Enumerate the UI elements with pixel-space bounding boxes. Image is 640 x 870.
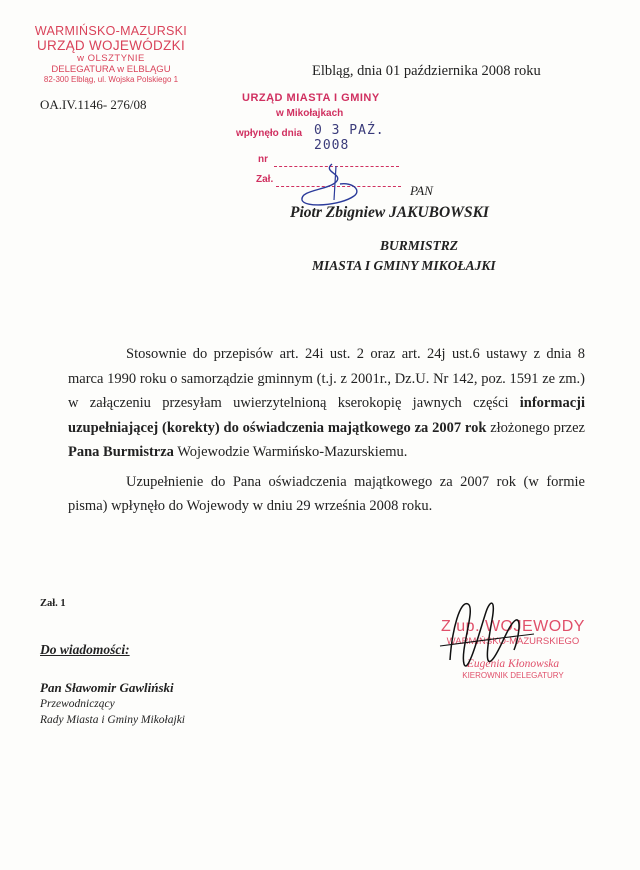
received-stamp-date: 0 3 PAŹ. 2008 (314, 123, 385, 153)
received-stamp-zal: Zał. (256, 174, 274, 185)
body-text: Wojewodzie Warmińsko-Mazurskiemu. (173, 444, 408, 460)
cc-role-1: Przewodniczący (40, 698, 115, 710)
recipient-title: BURMISTRZ (379, 238, 459, 253)
handwritten-initial-icon (292, 160, 372, 210)
letterhead-line3: w OLSZTYNIE (77, 53, 145, 64)
letterhead-line5: 82-300 Elbląg, ul. Wojska Polskiego 1 (43, 75, 179, 84)
received-stamp-label: wpłynęło dnia (236, 128, 303, 139)
received-stamp-nr: nr (258, 154, 268, 165)
cc-name: Pan Sławomir Gawliński (40, 680, 174, 695)
recipient-office: MIASTA I GMINY MIKOŁAJKI (312, 258, 496, 273)
body-emphasis: informacji uzupełniającej (korekty) do oświadczenia majątkowego za 2007 rok (68, 395, 585, 436)
body-emphasis: Pana Burmistrza (68, 444, 174, 460)
cc-heading: Do wiadomości: (40, 642, 130, 657)
letterhead-line1: WARMIŃSKO-MAZURSKI (34, 24, 188, 38)
reference-number: OA.IV.1146- 276/08 (40, 97, 147, 112)
letterhead-line2: URZĄD WOJEWÓDZKI (36, 38, 186, 53)
letterhead-line4: DELEGATURA w ELBLĄGU (51, 64, 171, 75)
signature-stamp-line2: WARMIŃSKO-MAZURSKIEGO (446, 636, 580, 647)
handwritten-signature-icon (430, 590, 540, 690)
received-stamp-town: w Mikołajkach (276, 108, 344, 119)
body-paragraph-1 (68, 342, 585, 465)
body-paragraph-2: Uzupełnienie do Pana oświadczenia majątkowego za 2007 rok (w formie pisma) wpłynęło do Wojewody w dniu 29 września 2008 roku. (68, 473, 585, 514)
body-text: złożonego przez (486, 419, 585, 436)
recipient-salutation: PAN (410, 183, 433, 198)
recipient-name: Piotr Zbigniew JAKUBOWSKI (290, 204, 489, 221)
signature-stamp-role: KIEROWNIK DELEGATURY (462, 671, 564, 680)
letterhead-stamp (18, 24, 204, 85)
cc-role-2: Rady Miasta i Gminy Mikołajki (40, 714, 185, 726)
body-text: Stosownie do przepisów art. 24i ust. 2 oraz art. 24j ust.6 ustawy z dnia 8 marca 1990 roku o samorządzie gminnym (t.j. z 2001r., Dz.U. Nr 142, poz. 1591 ze zm.) w załączeniu przesyłam uwierzytelnioną kserokopię jawnych części (68, 346, 585, 411)
signature-stamp-signer: Eugenia Kłonowska (466, 658, 560, 670)
signature-stamp-line1: Z up. WOJEWODY (441, 618, 585, 635)
letter-body (68, 342, 585, 519)
date-line: Elbląg, dnia 01 października 2008 roku (312, 63, 541, 79)
received-stamp-office: URZĄD MIASTA I GMINY (242, 92, 380, 104)
attachments-note: Zał. 1 (40, 598, 66, 609)
